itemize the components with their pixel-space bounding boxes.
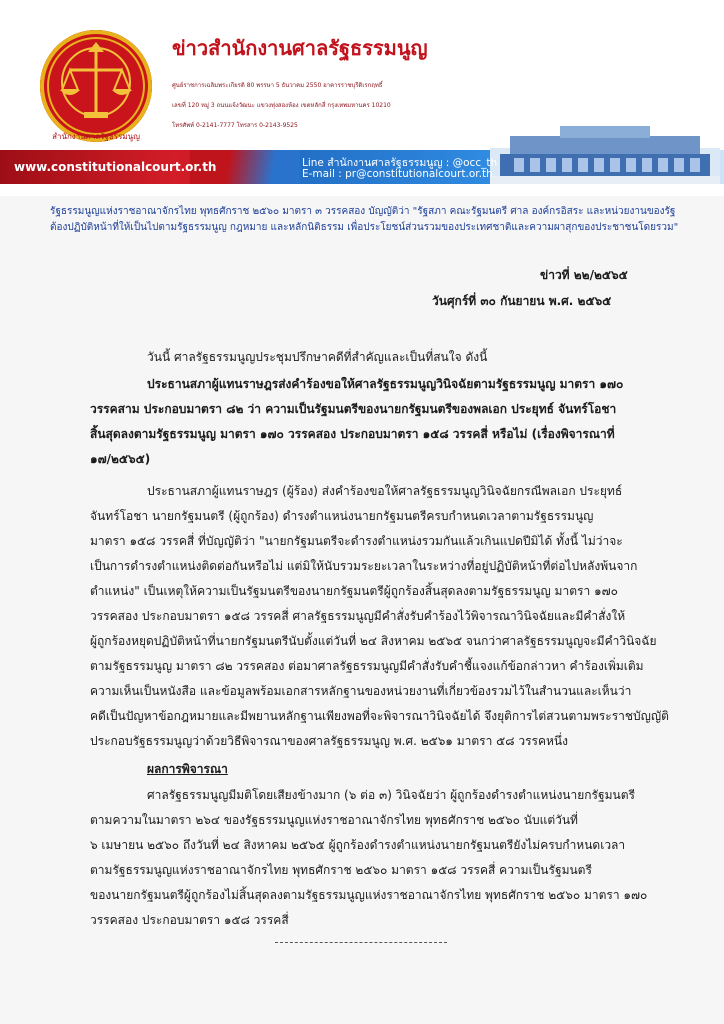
seal-caption: สำนักงานศาลรัฐธรรมนูญ bbox=[52, 132, 140, 141]
result-line: ศาลรัฐธรรมนูญมีมติโดยเสียงข้างมาก (๖ ต่อ ๓) วินิจฉัยว่า ผู้ถูกร้องดำรงตำแหน่งนายกรัฐมนตรี bbox=[147, 788, 635, 802]
body-line: ประธานสภาผู้แทนราษฎร (ผู้ร้อง) ส่งคำร้องขอให้ศาลรัฐธรรมนูญวินิจฉัยกรณีพลเอก ประยุทธ์ bbox=[147, 484, 623, 498]
address-line-2: เลขที่ 120 หมู่ 3 ถนนแจ้งวัฒนะ แขวงทุ่งสองห้อง เขตหลักสี่ กรุงเทพมหานคร 10210 bbox=[172, 102, 391, 109]
news-number: ข่าวที่ ๒๒/๒๕๖๕ bbox=[540, 268, 628, 282]
body-line: ตำแหน่ง" เป็นเหตุให้ความเป็นรัฐมนตรีของนายกรัฐมนตรีผู้ถูกร้องสิ้นสุดลงตามรัฐธรรมนูญ มาตรา ๑๗๐ bbox=[90, 584, 618, 598]
org-title: ข่าวสำนักงานศาลรัฐธรรมนูญ bbox=[172, 36, 428, 60]
case-title-line: ประธานสภาผู้แทนราษฎรส่งคำร้องขอให้ศาลรัฐธรรมนูญวินิจฉัยตามรัฐธรรมนูญ มาตรา ๑๗๐ bbox=[147, 377, 624, 391]
body-line: มาตรา ๑๕๘ วรรคสี่ ที่บัญญัติว่า "นายกรัฐมนตรีจะดำรงตำแหน่งรวมกันแล้วเกินแปดปีมิได้ ทั้งนี้ ไม่ว่าจะ bbox=[90, 534, 623, 548]
result-line: ตามความในมาตรา ๒๖๔ ของรัฐธรรมนูญแห่งราชอาณาจักรไทย พุทธศักราช ๒๕๖๐ นับแต่วันที่ bbox=[90, 813, 578, 827]
body-line: ผู้ถูกร้องหยุดปฏิบัติหน้าที่นายกรัฐมนตรีนับตั้งแต่วันที่ ๒๔ สิงหาคม ๒๕๖๕ จนกว่าศาลรัฐธรรมนูญจะมีคำวินิจฉัย bbox=[90, 634, 657, 648]
court-seal-logo bbox=[40, 30, 152, 142]
letterhead bbox=[0, 0, 724, 196]
constitution-mandate-line-2: ต้องปฏิบัติหน้าที่ให้เป็นไปตามรัฐธรรมนูญ กฎหมาย และหลักนิติธรรม เพื่อประโยชน์ส่วนรวมของประเทศชาติและความผาสุกของประชาชนโดยรวม" bbox=[50, 222, 679, 233]
address-line-1: ศูนย์ราชการเฉลิมพระเกียรติ 80 พรรษา 5 ธันวาคม 2550 อาคารราชบุรีดิเรกฤทธิ์ bbox=[172, 82, 383, 89]
news-date: วันศุกร์ที่ ๓๐ กันยายน พ.ศ. ๒๕๖๕ bbox=[432, 294, 612, 308]
phone-fax-line: โทรศัพท์ 0-2141-7777 โทรสาร 0-2143-9525 bbox=[172, 122, 298, 129]
body-line: จันทร์โอชา นายกรัฐมนตรี (ผู้ถูกร้อง) ดำรงตำแหน่งนายกรัฐมนตรีครบกำหนดเวลาตามรัฐธรรมนูญ bbox=[90, 509, 594, 523]
case-title-line: ๑๗/๒๕๖๕) bbox=[90, 452, 151, 466]
result-line: ตามรัฐธรรมนูญแห่งราชอาณาจักรไทย พุทธศักราช ๒๕๖๐ มาตรา ๑๕๘ วรรคสี่ ความเป็นรัฐมนตรี bbox=[90, 863, 592, 877]
result-line: ของนายกรัฐมนตรีผู้ถูกร้องไม่สิ้นสุดลงตามรัฐธรรมนูญแห่งราชอาณาจักรไทย พุทธศักราช ๒๕๖๐ มาตรา ๑๗๐ bbox=[90, 888, 648, 902]
line-contact: Line สำนักงานศาลรัฐธรรมนูญ : @occ_th bbox=[302, 157, 498, 169]
court-building-icon bbox=[490, 118, 720, 184]
constitution-mandate-line-1: รัฐธรรมนูญแห่งราชอาณาจักรไทย พุทธศักราช ๒๕๖๐ มาตรา ๓ วรรคสอง บัญญัติว่า "รัฐสภา คณะรัฐมนตรี ศาล องค์กรอิสระ และหน่วยงานของรัฐ bbox=[50, 206, 676, 217]
body-line: คดีเป็นปัญหาข้อกฎหมายและมีพยานหลักฐานเพียงพอที่จะพิจารณาวินิจฉัยได้ จึงยุติการไต่สวนตามพระราชบัญญัติ bbox=[90, 709, 669, 723]
result-line: วรรคสอง ประกอบมาตรา ๑๕๘ วรรคสี่ bbox=[90, 913, 289, 927]
website-link[interactable]: www.constitutionalcourt.or.th bbox=[14, 160, 217, 174]
email-contact[interactable]: E-mail : pr@constitutionalcourt.or.th bbox=[302, 168, 493, 180]
result-line: ๖ เมษายน ๒๕๖๐ ถึงวันที่ ๒๔ สิงหาคม ๒๕๖๕ ผู้ถูกร้องดำรงตำแหน่งนายกรัฐมนตรียังไม่ครบกำหนดเวลา bbox=[90, 838, 626, 852]
result-heading: ผลการพิจารณา bbox=[147, 762, 228, 776]
end-separator bbox=[275, 942, 447, 943]
scales-of-justice-icon bbox=[40, 30, 152, 142]
case-title-line: สิ้นสุดลงตามรัฐธรรมนูญ มาตรา ๑๗๐ วรรคสอง ประกอบมาตรา ๑๕๘ วรรคสี่ หรือไม่ (เรื่องพิจารณาที่ bbox=[90, 427, 615, 441]
body-line: วรรคสอง ประกอบมาตรา ๑๕๘ วรรคสี่ ศาลรัฐธรรมนูญมีคำสั่งรับคำร้องไว้พิจารณาวินิจฉัยและมีคำสั่งให้ bbox=[90, 609, 626, 623]
case-title-line: วรรคสาม ประกอบมาตรา ๘๒ ว่า ความเป็นรัฐมนตรีของนายกรัฐมนตรีของพลเอก ประยุทธ์ จันทร์โอชา bbox=[90, 402, 617, 416]
body-line: ประกอบรัฐธรรมนูญว่าด้วยวิธีพิจารณาของศาลรัฐธรรมนูญ พ.ศ. ๒๕๖๑ มาตรา ๕๘ วรรคหนึ่ง bbox=[90, 734, 568, 748]
body-line: ความเห็นเป็นหนังสือ และข้อมูลพร้อมเอกสารหลักฐานของหน่วยงานที่เกี่ยวข้องรวมไว้ในสำนวนและเห็นว่า bbox=[90, 684, 632, 698]
body-line: เป็นการดำรงตำแหน่งติดต่อกันหรือไม่ แต่มิให้นับรวมระยะเวลาในระหว่างที่อยู่ปฏิบัติหน้าที่ต่อไปหลังพ้นจาก bbox=[90, 559, 638, 573]
intro-text: วันนี้ ศาลรัฐธรรมนูญประชุมปรึกษาคดีที่สำคัญและเป็นที่สนใจ ดังนี้ bbox=[147, 350, 488, 364]
body-line: ตามรัฐธรรมนูญ มาตรา ๘๒ วรรคสอง ต่อมาศาลรัฐธรรมนูญมีคำสั่งรับคำชี้แจงแก้ข้อกล่าวหา คำร้องเพิ่มเติม bbox=[90, 659, 644, 673]
